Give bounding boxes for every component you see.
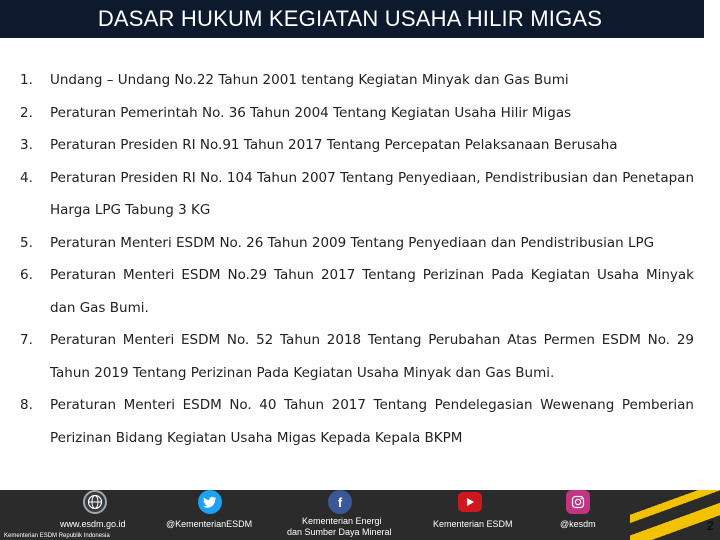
list-item-text: Peraturan Presiden RI No. 104 Tahun 2007 Tentang Penyediaan, Pendistribusian dan Penetapan Harga LPG Tabung 3 KG: [50, 169, 694, 218]
list-item: [20, 324, 694, 389]
globe-icon: [83, 490, 107, 514]
list-item-text: Peraturan Menteri ESDM No. 40 Tahun 2017 Tentang Pendelegasian Wewenang Pemberian Perizinan Bidang Kegiatan Usaha Migas Kepada Kepala BKPM: [50, 397, 694, 446]
header-accent: [704, 0, 720, 38]
instagram-handle[interactable]: @kesdm: [560, 519, 596, 529]
header-bar: [0, 0, 720, 38]
list-item-number: 5.: [20, 234, 33, 251]
facebook-name-line2[interactable]: dan Sumber Daya Mineral: [287, 527, 392, 537]
youtube-channel[interactable]: Kementerian ESDM: [433, 519, 513, 529]
list-item-text: Undang – Undang No.22 Tahun 2001 tentang Kegiatan Minyak dan Gas Bumi: [50, 72, 569, 88]
facebook-icon: f: [328, 490, 352, 514]
list-item-text: Peraturan Presiden RI No.91 Tahun 2017 Tentang Percepatan Pelaksanaan Berusaha: [50, 137, 618, 153]
page-number: 2: [706, 518, 714, 533]
instagram-icon: [566, 490, 590, 514]
list-item-text: Peraturan Menteri ESDM No.29 Tahun 2017 Tentang Perizinan Pada Kegiatan Usaha Minyak dan Gas Bumi.: [50, 267, 694, 316]
list-item: [20, 227, 694, 260]
page-title: DASAR HUKUM KEGIATAN USAHA HILIR MIGAS: [97, 6, 603, 31]
footer-caption: Kementerian ESDM Republik Indonesia: [4, 533, 110, 539]
list-item-number: 1.: [20, 72, 33, 88]
list-item-number: 3.: [20, 137, 33, 153]
list-item: [20, 97, 694, 130]
list-item-number: 4.: [20, 169, 33, 186]
list-item-number: 6.: [20, 267, 33, 283]
list-item-text: Peraturan Menteri ESDM No. 52 Tahun 2018 Tentang Perubahan Atas Permen ESDM No. 29 Tahun 2019 Tentang Perizinan Pada Kegiatan Usaha Minyak dan Gas Bumi.: [50, 332, 694, 381]
list-item: [20, 389, 694, 454]
twitter-icon: [198, 490, 222, 514]
legal-basis-list: [20, 64, 694, 454]
twitter-handle[interactable]: @KementerianESDM: [166, 519, 253, 529]
list-item-text: Peraturan Pemerintah No. 36 Tahun 2004 Tentang Kegiatan Usaha Hilir Migas: [50, 104, 572, 121]
list-item-number: 8.: [20, 397, 33, 413]
list-item: [20, 129, 694, 162]
list-item: [20, 64, 694, 97]
website-link[interactable]: www.esdm.go.id: [60, 519, 126, 529]
list-item-number: 2.: [20, 104, 33, 121]
list-item-text: Peraturan Menteri ESDM No. 26 Tahun 2009 Tentang Penyediaan dan Pendistribusian LPG: [50, 234, 655, 251]
list-item: [20, 162, 694, 227]
youtube-icon: [458, 492, 482, 512]
facebook-name-line1[interactable]: Kementerian Energi: [302, 516, 382, 526]
list-item: [20, 259, 694, 324]
list-item-number: 7.: [20, 332, 33, 348]
